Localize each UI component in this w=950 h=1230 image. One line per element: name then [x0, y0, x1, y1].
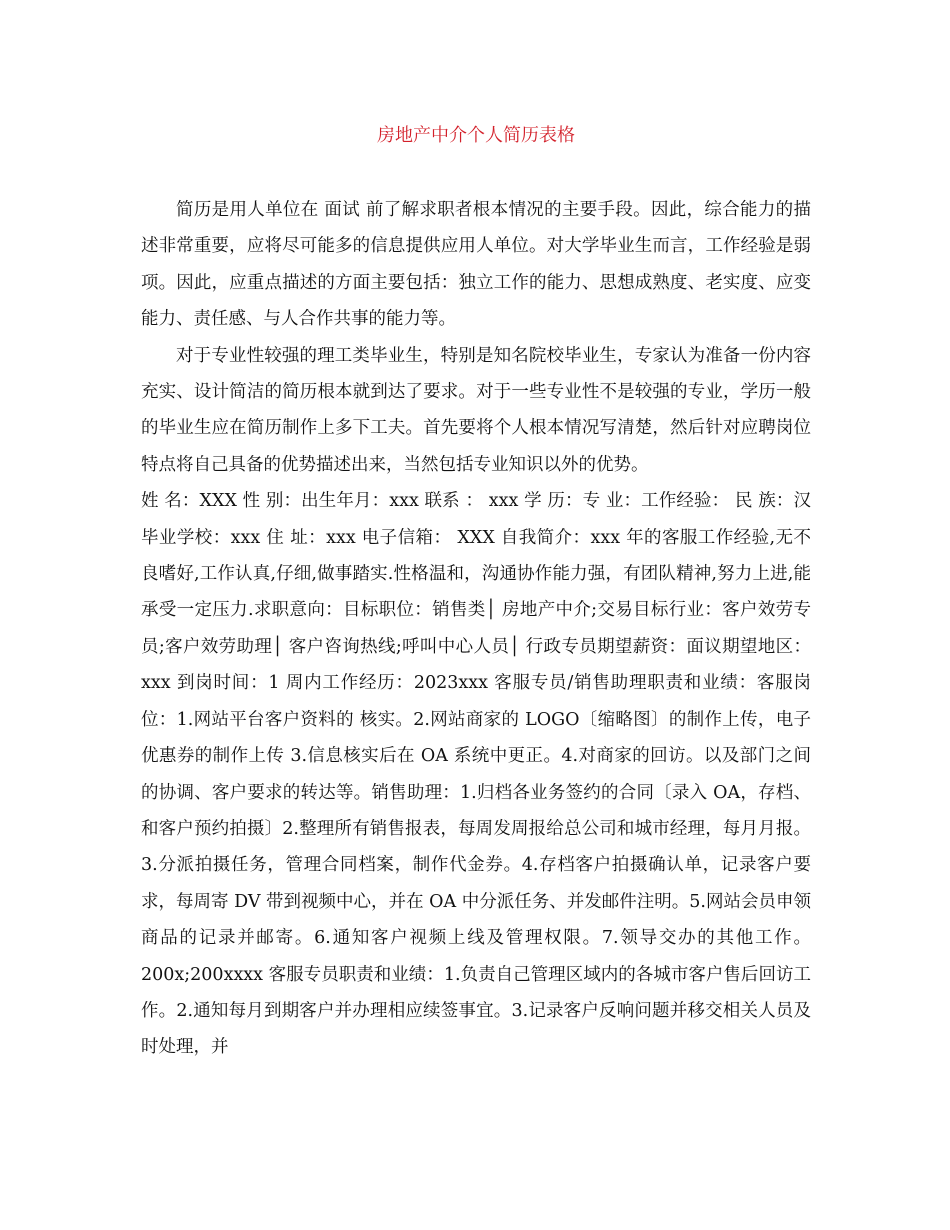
document-body [141, 192, 811, 1066]
document-title: 房地产中介个人简历表格 [377, 125, 575, 146]
advice-paragraph: 对于专业性较强的理工类毕业生，特别是知名院校毕业生，专家认为准备一份内容充实、设计简洁的简历根本就到达了要求。对于一些专业性不是较强的专业，学历一般的毕业生应在简历制作上多下工夫。首先要将个人根本情况写清楚，然后针对应聘岗位特点将自己具备的优势描述出来，当然包括专业知识以外的优势。 [141, 345, 811, 475]
resume-details-paragraph: 姓 名：XXX 性 别：出生年月：xxx 联系 ： xxx 学 历：专 业：工作经验： 民 族：汉毕业学校：xxx 住 址：xxx 电子信箱： XXX 自我简介：xxx 年的客服工作经验,无不良嗜好,工作认真,仔细,做事踏实.性格温和，沟通协作能力强，有团队精神,努力上进,能承受一定压力.求职意向：目标职位：销售类│ 房地产中介;交易目标行业：客户效劳专员;客户效劳助理│ 客户咨询热线;呼叫中心人员│ 行政专员期望薪资：面议期望地区：xxx 到岗时间：1 周内工作经历：2023xxx 客服专员/销售助理职责和业绩：客服岗位：1.网站平台客户资料的 核实。2.网站商家的 LOGO〔缩略图〕的制作上传，电子优惠券的制作上传 3.信息核实后在 OA 系统中更正。4.对商家的回访。以及部门之间的协调、客户要求的转达等。销售助理：1.归档各业务签约的合同〔录入 OA，存档、和客户预约拍摄〕2.整理所有销售报表，每周发周报给总公司和城市经理，每月月报。3.分派拍摄任务，管理合同档案，制作代金券。4.存档客户拍摄确认单，记录客户要求，每周寄 DV 带到视频中心，并在 OA 中分派任务、并发邮件注明。5.网站会员申领商品的记录并邮寄。6.通知客户视频上线及管理权限。7.领导交办的其他工作。200x;200xxxx 客服专员职责和业绩：1.负责自己管理区域内的各城市客户售后回访工作。2.通知每月到期客户并办理相应续签事宜。3.记录客户反响问题并移交相关人员及时处理，并 [141, 491, 811, 1058]
intro-paragraph: 简历是用人单位在 面试 前了解求职者根本情况的主要手段。因此，综合能力的描述非常重要，应将尽可能多的信息提供应用人单位。对大学毕业生而言，工作经验是弱项。因此，应重点描述的方面主要包括：独立工作的能力、思想成熟度、老实度、应变能力、责任感、与人合作共事的能力等。 [141, 200, 811, 330]
